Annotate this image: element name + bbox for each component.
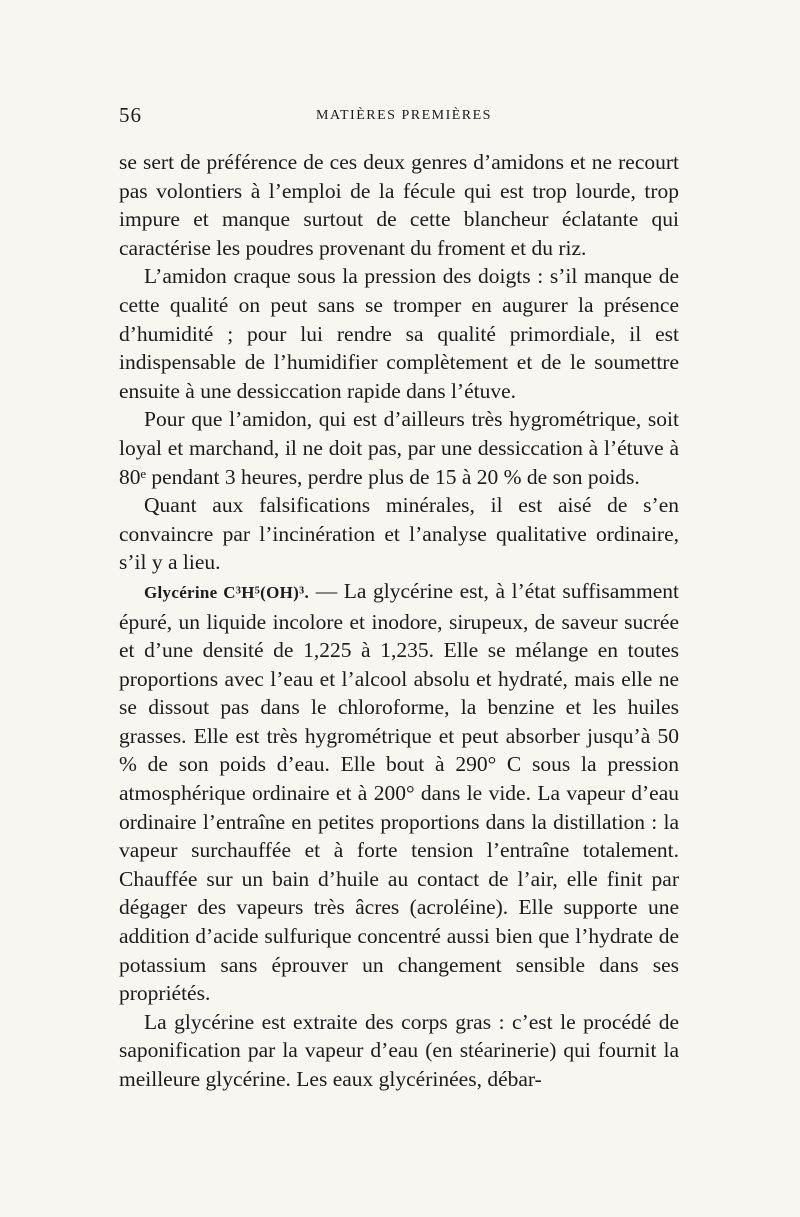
paragraph-extraction: La glycérine est extraite des corps gras : c’est le procédé de saponification par la vapeur d’eau (en stéarinerie) qui fournit la meilleure glycérine. Les eaux glycérinées, débar- bbox=[119, 1009, 679, 1091]
glycerine-text: — La glycérine est, à l’état suffisamment épuré, un liquide incolore et inodore, sirupeux, de saveur sucrée et d’une densité de 1,225 à 1,235. Elle se mélange en toutes proportions avec l’eau et l’alcool absolu et hydraté, mais elle ne se dissout pas dans le chloroforme, la benzine et les huiles grasses. Elle est très hygrométrique et peut absorber jusqu’à 50 % de son poids d’eau. Elle bout à 290° C sous la pression atmosphérique ordinaire et à 200° dans le vide. La vapeur d’eau ordinaire l’entraîne en petites proportions dans la distillation : la vapeur surchauffée et à forte tension l’entraîne totalement. Chauffée sur un bain d’huile au contact de l’air, elle finit par dégager des vapeurs très âcres (acroléine). Elle supporte une addition d’acide sulfurique concentré aussi bien que l’hydrate de potassium sans éprouver un changement sensible dans ses propriétés. bbox=[119, 578, 679, 1006]
page-text bbox=[119, 148, 679, 1094]
paragraph-glycerine bbox=[119, 577, 679, 1008]
glycerine-heading: Glycérine C³H⁵(OH)³. bbox=[144, 582, 310, 602]
paragraph-amidon-etuve: Pour que l’amidon, qui est d’ailleurs très hygrométrique, soit loyal et marchand, il ne doit pas, par une dessiccation à l’étuve à 80ᵉ pendant 3 heures, perdre plus de 15 à 20 % de son poids. bbox=[119, 407, 679, 489]
paragraph-falsifications: Quant aux falsifications minérales, il est aisé de s’en convaincre par l’incinération et l’analyse qualitative ordinaire, s’il y a lieu. bbox=[119, 493, 679, 575]
running-title: MATIÈRES PREMIÈRES bbox=[316, 108, 492, 123]
paragraph-amidon-preference: se sert de préférence de ces deux genres d’amidons et ne recourt pas volontiers à l’emploi de la fécule qui est trop lourde, trop impure et manque surtout de cette blancheur éclatante qui caractérise les poudres provenant du froment et du riz. bbox=[119, 150, 679, 260]
page-number: 56 bbox=[119, 103, 142, 127]
paragraph-amidon-craque: L’amidon craque sous la pression des doigts : s’il manque de cette qualité on peut sans se tromper en augurer la présence d’humidité ; pour lui rendre sa qualité primordiale, il est indispensable de l’humidifier complètement et de le soumettre ensuite à une dessiccation rapide dans l’étuve. bbox=[119, 264, 679, 403]
